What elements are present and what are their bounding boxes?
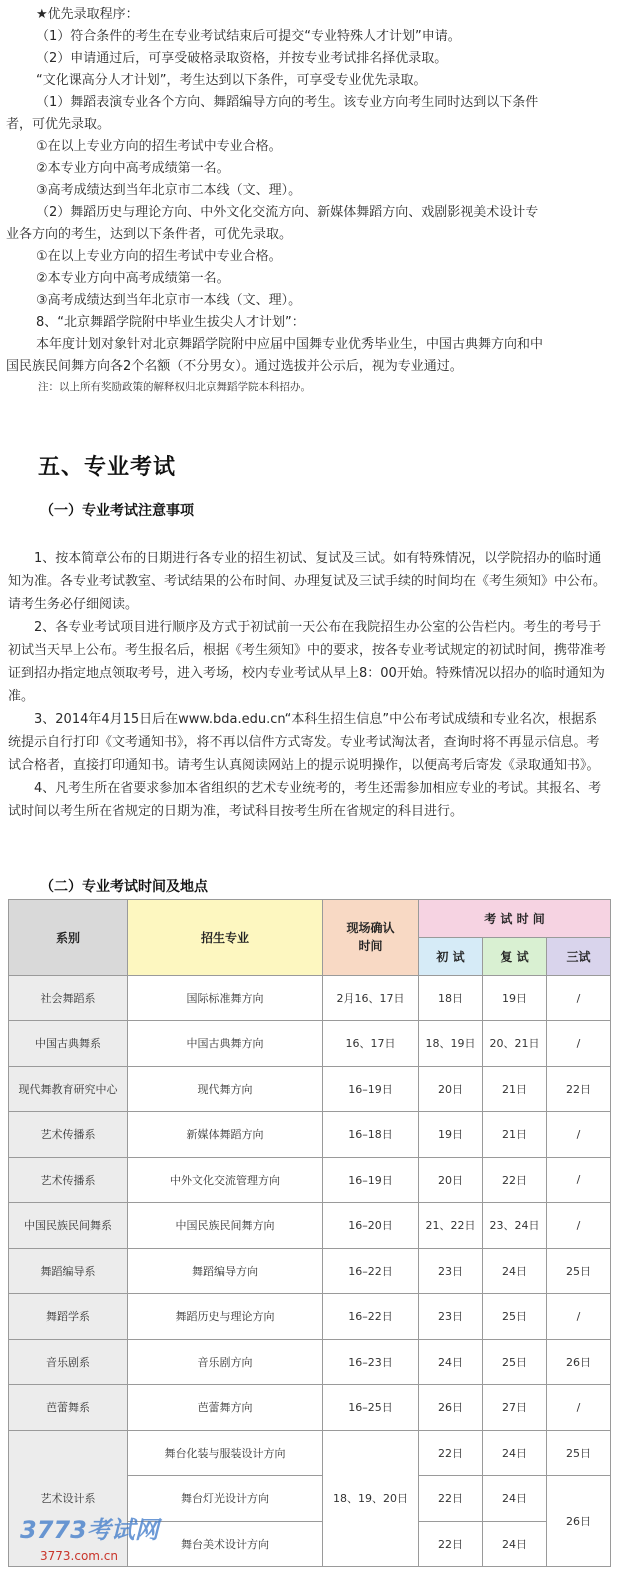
- header-first: 初 试: [419, 938, 483, 975]
- cell-second: 21日: [483, 1112, 547, 1157]
- cell-second: 23、24日: [483, 1203, 547, 1248]
- cell-dept: 舞蹈编导系: [9, 1248, 128, 1293]
- exam-note-4: 4、凡考生所在省要求参加本省组织的艺术专业统考的，考生还需参加相应专业的考试。其报名、考试时间以考生所在省规定的日期为准，考试科目按考生所在省规定的科目进行。: [8, 781, 602, 819]
- admission-priority-section: [0, 4, 610, 396]
- table-row: [9, 1385, 611, 1431]
- header-confirm: [323, 900, 419, 976]
- performance-condition-cont: 者，可优先录取。: [6, 117, 111, 132]
- priority-step-1: （1）符合条件的考生在专业考试结束后可提交“专业特殊人才计划”申请。: [36, 29, 461, 44]
- cell-third: 26日: [547, 1339, 611, 1384]
- cell-second: 24日: [483, 1248, 547, 1293]
- cell-first: 18日: [419, 975, 483, 1020]
- cell-major: 舞台美术设计方向: [128, 1521, 323, 1566]
- cell-confirm: 16–18日: [323, 1112, 419, 1157]
- table-row: [9, 1339, 611, 1384]
- cell-major: 中国古典舞方向: [128, 1021, 323, 1066]
- subsection-schedule-title: （二）专业考试时间及地点: [40, 879, 208, 895]
- table-row: [9, 1248, 611, 1293]
- table-row: [9, 1294, 611, 1339]
- cell-first: 18、19日: [419, 1021, 483, 1066]
- table-row: [9, 1066, 611, 1111]
- cell-first: 22日: [419, 1476, 483, 1521]
- cell-dept: 艺术传播系: [9, 1157, 128, 1202]
- cell-first: 19日: [419, 1112, 483, 1157]
- cell-confirm: 16、17日: [323, 1021, 419, 1066]
- table-row: [9, 1021, 611, 1066]
- theory-condition: （2）舞蹈历史与理论方向、中外文化交流方向、新媒体舞蹈方向、戏剧影视美术设计专: [36, 205, 539, 220]
- priority-step-2: （2）申请通过后，可享受破格录取资格，并按专业考试排名择优录取。: [36, 51, 448, 66]
- cell-dept: 音乐剧系: [9, 1339, 128, 1384]
- cell-dept: 中国古典舞系: [9, 1021, 128, 1066]
- cell-major: 中外文化交流管理方向: [128, 1157, 323, 1202]
- affiliated-school-text-cont: 国民族民间舞方向各2个名额（不分男女）。通过选拔并公示后，视为专业通过。: [6, 359, 463, 374]
- cell-dept: 艺术传播系: [9, 1112, 128, 1157]
- cell-first: 23日: [419, 1248, 483, 1293]
- table-row: [9, 975, 611, 1020]
- table-row: [9, 1157, 611, 1202]
- exam-note-2: 2、各专业考试项目进行顺序及方式于初试前一天公布在我院招生办公室的公告栏内。考生的考号于初试当天早上公布。考生报名后，根据《考生须知》中的要求，按各专业考试规定的初试时间，携带准考证到招办指定地点领取考号，进入考场，校内专业考试从早上8：00开始。特殊情况以招办的临时通知为准。: [8, 620, 607, 704]
- cell-second: 20、21日: [483, 1021, 547, 1066]
- affiliated-school-plan: 8、“北京舞蹈学院附中毕业生拔尖人才计划”：: [36, 315, 305, 330]
- cell-confirm: 16–23日: [323, 1339, 419, 1384]
- cell-second: 24日: [483, 1476, 547, 1521]
- cell-first: 20日: [419, 1066, 483, 1111]
- exam-note-3: 3、2014年4月15日后在www.bda.edu.cn“本科生招生信息”中公布考试成绩和专业名次，根据系统提示自行打印《文考通知书》，将不再以信件方式寄发。专业考试淘汰者，查询时将不再显示信息。考试合格者，直接打印通知书。请考生认真阅读网站上的提示说明操作，以便高考后寄发《录取通知书》。: [8, 712, 600, 773]
- exam-note-1: 1、按本简章公布的日期进行各专业的招生初试、复试及三试。如有特殊情况，以学院招办的临时通知为准。各专业考试教室、考试结果的公布时间、办理复试及三试手续的时间均在《考生须知》中公布。请考生务必仔细阅读。: [8, 551, 607, 612]
- watermark-logo: [18, 1508, 198, 1568]
- cell-second: 25日: [483, 1294, 547, 1339]
- cell-confirm: 16–19日: [323, 1066, 419, 1111]
- cell-third: /: [547, 1112, 611, 1157]
- cell-first: 22日: [419, 1430, 483, 1475]
- exam-schedule-table: [8, 899, 611, 1567]
- header-dept: 系别: [9, 900, 128, 976]
- header-third: 三试: [547, 938, 611, 975]
- cell-confirm: 16–20日: [323, 1203, 419, 1248]
- cell-first: 26日: [419, 1385, 483, 1431]
- cell-third: 25日: [547, 1248, 611, 1293]
- header-major: 招生专业: [128, 900, 323, 976]
- theory-condition-cont: 业各方向的考生，达到以下条件者，可优先录取。: [6, 227, 293, 242]
- cell-major: 舞蹈编导方向: [128, 1248, 323, 1293]
- cell-major: 现代舞方向: [128, 1066, 323, 1111]
- cell-confirm: 16–22日: [323, 1294, 419, 1339]
- cell-first: 24日: [419, 1339, 483, 1384]
- high-score-plan: “文化课高分人才计划”，考生达到以下条件，可享受专业优先录取。: [36, 73, 427, 88]
- cell-third: 22日: [547, 1066, 611, 1111]
- affiliated-school-text: 本年度计划对象针对北京舞蹈学院附中应届中国舞专业优秀毕业生，中国古典舞方向和中: [36, 337, 544, 352]
- cell-dept: 芭蕾舞系: [9, 1385, 128, 1431]
- cell-major: 新媒体舞蹈方向: [128, 1112, 323, 1157]
- header-confirm-text: 现场确认时间: [346, 921, 395, 954]
- condition-item: ③高考成绩达到当年北京市一本线（文、理）。: [36, 293, 302, 308]
- condition-item: ②本专业方向中高考成绩第一名。: [36, 271, 230, 286]
- cell-second: 22日: [483, 1157, 547, 1202]
- cell-third: 26日: [547, 1476, 611, 1567]
- cell-second: 25日: [483, 1339, 547, 1384]
- cell-second: 19日: [483, 975, 547, 1020]
- cell-dept: 中国民族民间舞系: [9, 1203, 128, 1248]
- cell-third: /: [547, 1021, 611, 1066]
- cell-major: 舞蹈历史与理论方向: [128, 1294, 323, 1339]
- cell-third: /: [547, 1157, 611, 1202]
- priority-heading: ★优先录取程序：: [36, 7, 139, 22]
- condition-item: ③高考成绩达到当年北京市二本线（文、理）。: [36, 183, 302, 198]
- table-row: [9, 1203, 611, 1248]
- cell-confirm: 16–22日: [323, 1248, 419, 1293]
- subsection-notes-title: （一）专业考试注意事项: [40, 503, 194, 519]
- cell-first: 20日: [419, 1157, 483, 1202]
- cell-major: 音乐剧方向: [128, 1339, 323, 1384]
- cell-major: 舞台灯光设计方向: [128, 1476, 323, 1521]
- cell-confirm: 16–19日: [323, 1157, 419, 1202]
- cell-confirm: 18、19、20日: [323, 1430, 419, 1566]
- table-row: [9, 1112, 611, 1157]
- cell-major: 芭蕾舞方向: [128, 1385, 323, 1431]
- cell-second: 21日: [483, 1066, 547, 1111]
- header-exam-time: 考 试 时 间: [419, 900, 611, 938]
- cell-dept: 舞蹈学系: [9, 1294, 128, 1339]
- cell-confirm: 16–25日: [323, 1385, 419, 1431]
- cell-confirm: 2月16、17日: [323, 975, 419, 1020]
- watermark-brand: 3773考试网: [20, 1516, 159, 1544]
- cell-dept: 社会舞蹈系: [9, 975, 128, 1020]
- cell-second: 27日: [483, 1385, 547, 1431]
- cell-second: 24日: [483, 1521, 547, 1566]
- condition-item: ①在以上专业方向的招生考试中专业合格。: [36, 139, 282, 154]
- table-row: [9, 1430, 611, 1475]
- cell-third: /: [547, 1294, 611, 1339]
- condition-item: ①在以上专业方向的招生考试中专业合格。: [36, 249, 282, 264]
- cell-second: 24日: [483, 1430, 547, 1475]
- cell-third: /: [547, 1385, 611, 1431]
- cell-third: 25日: [547, 1430, 611, 1475]
- policy-note: 注：以上所有奖励政策的解释权归北京舞蹈学院本科招办。: [38, 381, 311, 393]
- performance-condition: （1）舞蹈表演专业各个方向、舞蹈编导方向的考生。该专业方向考生同时达到以下条件: [36, 95, 539, 110]
- cell-dept: 现代舞教育研究中心: [9, 1066, 128, 1111]
- section-title: 五、专业考试: [38, 455, 177, 480]
- header-second: 复 试: [483, 938, 547, 975]
- cell-first: 21、22日: [419, 1203, 483, 1248]
- condition-item: ②本专业方向中高考成绩第一名。: [36, 161, 230, 176]
- cell-dept: 艺术设计系: [9, 1430, 128, 1566]
- cell-major: 中国民族民间舞方向: [128, 1203, 323, 1248]
- exam-notes: [0, 547, 612, 823]
- watermark-url: 3773.com.cn: [40, 1549, 118, 1563]
- cell-third: /: [547, 975, 611, 1020]
- cell-first: 23日: [419, 1294, 483, 1339]
- cell-first: 22日: [419, 1521, 483, 1566]
- cell-third: /: [547, 1203, 611, 1248]
- cell-major: 国际标准舞方向: [128, 975, 323, 1020]
- cell-major: 舞台化装与服装设计方向: [128, 1430, 323, 1475]
